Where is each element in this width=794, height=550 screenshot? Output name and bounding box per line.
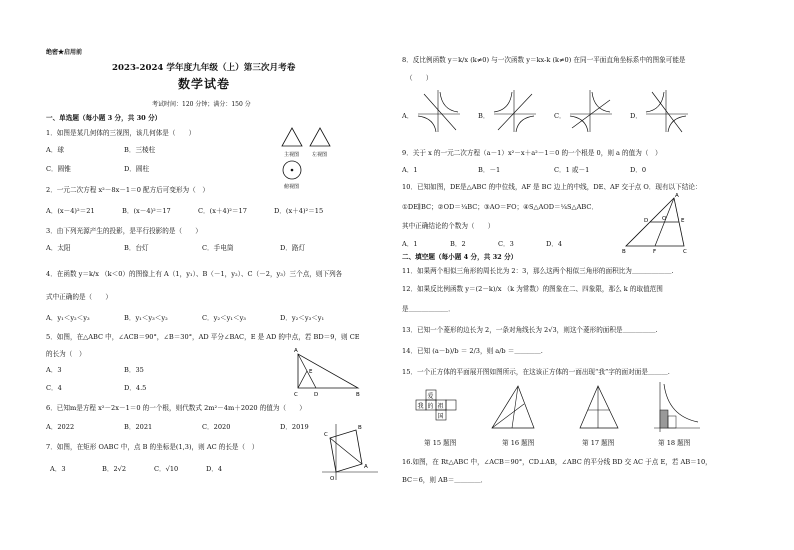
q8-graph-d	[644, 88, 690, 134]
option-c: C．(x＋4)²＝17	[198, 207, 247, 215]
option-d: D．4	[206, 465, 223, 473]
question-4: 4．在函数 y＝k/x （k＜0）的图像上有 A（1，y₁）、B（－1，y₂）、C（－2，y₃）三个点，则下列各	[46, 270, 343, 278]
option-d: D．2019	[280, 423, 309, 431]
q18-figure	[650, 380, 702, 434]
question-16: 16.如图，在 Rt△ABC 中，∠ACB＝90°，CD⊥AB，∠ABC 的平分线 BD 交 AC 于点 E，若 AB＝10，	[402, 458, 712, 466]
question-1: 1．如图是某几何体的三视图，该几何体是（ ）	[46, 129, 196, 137]
question-2: 2．一元二次方程 x²－8x－1＝0 配方后可变形为（ ）	[46, 186, 209, 194]
label-c: C	[683, 249, 687, 255]
side-view-label: 左视图	[312, 152, 328, 158]
exam-info: 考试时间：120 分钟；满分：150 分	[152, 101, 251, 108]
question-3-options	[46, 244, 305, 252]
option-c: C．3	[498, 240, 514, 248]
caption-fig-16: 第 16 题图	[502, 439, 535, 447]
option-b: B．2021	[124, 423, 153, 431]
question-3: 3．由下列光源产生的投影，是平行投影的是（ ）	[46, 227, 202, 235]
secret-label: 绝密★启用前	[46, 49, 83, 56]
option-a: A．y₁＜y₂＜y₃	[46, 314, 90, 322]
label-e: E	[309, 369, 313, 375]
option-d: D．4	[546, 240, 563, 248]
label-d: D	[644, 218, 649, 224]
net-char-de: 的	[427, 403, 434, 410]
net-char-ai: 爱	[427, 393, 434, 400]
label-a: A	[294, 348, 298, 354]
label-b: B	[356, 392, 360, 398]
question-4-options	[46, 314, 324, 322]
label-f: F	[653, 249, 657, 255]
option-d: D．路灯	[280, 244, 306, 252]
option-c: C．4	[46, 384, 62, 392]
question-6: 6．已知m是方程 x²－2x－1＝0 的一个根，则代数式 2m²－4m＋2020 的值为（ ）	[46, 404, 306, 412]
option-a: A．1	[402, 240, 418, 248]
q8-graph-c	[568, 88, 614, 134]
option-c: C．√10	[154, 465, 179, 473]
q16-figure	[488, 382, 540, 434]
label-o: O	[330, 476, 335, 482]
label-a: A	[675, 193, 679, 199]
question-10-cont: 其中正确结论的个数为（ ）	[402, 222, 495, 230]
label-d: D	[314, 392, 319, 398]
side-view-triangle	[310, 128, 330, 146]
q8-graph-b	[492, 88, 538, 134]
question-7: 7．如图，在矩形 OABC 中，点 B 的坐标是(1,3)，则 AC 的长是（ ）	[46, 443, 259, 451]
q8-option-a-label: A．	[402, 112, 414, 120]
q15-cube-net	[410, 388, 476, 432]
option-c: C．1 或－1	[554, 166, 590, 174]
question-6-options	[46, 423, 309, 431]
question-8: 8．反比例函数 y＝k/x (k≠0) 与一次函数 y＝kx-k (k≠0) 在同一平面直角坐标系中的图象可能是	[402, 56, 686, 64]
option-a: A．球	[46, 146, 64, 154]
question-5-options-2	[46, 384, 146, 392]
label-a: A	[364, 464, 368, 470]
top-view-center	[291, 169, 294, 172]
net-char-guo: 国	[437, 413, 444, 420]
option-a: A．3	[50, 465, 66, 473]
front-view-label: 主视图	[284, 152, 300, 158]
option-b: B．2√2	[102, 465, 127, 473]
option-b: B．y₁＜y₃＜y₂	[124, 314, 168, 322]
exam-title: 2023-2024 学年度九年级（上）第三次月考卷	[112, 63, 296, 73]
option-b: B．2	[450, 240, 466, 248]
option-a: A．(x－4)²＝21	[46, 207, 95, 215]
question-12: 12．如果反比例函数 y＝(2－k)/x （k 为常数）的图象在二、四象限，那么 k 的取值范围	[402, 285, 663, 293]
question-5-options	[46, 366, 144, 374]
option-d: D．0	[630, 166, 647, 174]
option-b: B．台灯	[124, 244, 149, 252]
option-c: C．2020	[202, 423, 231, 431]
q7-rectangle-figure	[320, 420, 380, 484]
option-b: B．35	[124, 366, 144, 374]
question-4-cont: 式中正确的是（ ）	[46, 293, 112, 301]
option-a: A．3	[46, 366, 62, 374]
option-c: C．手电筒	[202, 244, 234, 252]
section-fill-blank: 二、填空题（每小题 4 分，共 32 分）	[402, 253, 518, 261]
question-16-cont: BC＝6，则 AB＝＿＿＿＿．	[402, 476, 488, 484]
q8-graph-a	[416, 88, 462, 134]
question-10-options	[402, 240, 562, 248]
option-c: C．y₂＜y₁＜y₃	[202, 314, 246, 322]
option-b: B．－1	[478, 166, 501, 174]
question-9: 9．关于 x 的一元二次方程（a－1）x²－x＋a²－1＝0 的一个根是 0，则 a 的值为（ ）	[402, 149, 662, 157]
q17-figure	[574, 382, 624, 434]
q10-triangle-figure	[618, 192, 690, 254]
question-5: 5．如图，在△ABC 中，∠ACB＝90°，∠B＝30°，AD 平分∠BAC，E 是 AD 的中点，若 BD＝9，则 CE	[46, 333, 360, 341]
label-b: B	[358, 425, 362, 431]
question-10: 10．已知如图，DE是△ABC 的中位线，AF 是 BC 边上的中线，DE、AF 交于点 O．现有以下结论：	[402, 183, 702, 191]
subject-title: 数学试卷	[178, 77, 231, 91]
label-b: B	[622, 249, 626, 255]
section-single-choice: 一、单选题（每小题 3 分，共 30 分）	[46, 114, 162, 122]
label-e: E	[681, 218, 685, 224]
option-a: A．太阳	[46, 244, 71, 252]
label-c: C	[324, 432, 328, 438]
option-a: A．1	[402, 166, 418, 174]
top-view-label: 俯视图	[284, 184, 300, 190]
caption-fig-15: 第 15 题图	[424, 439, 457, 447]
question-5-cont: 的长为（ ）	[46, 350, 86, 358]
net-char-zu: 祖	[437, 403, 444, 410]
caption-fig-18: 第 18 题图	[658, 439, 691, 447]
option-b: B．(x－4)²＝17	[122, 207, 171, 215]
three-views-figure	[278, 124, 348, 196]
question-15: 15．一个正方体的平面展开图如图所示，在这该正方体的一面出现“我”字的面对面是＿＿＿.	[402, 368, 670, 376]
option-c: C．圆锥	[46, 165, 71, 173]
question-7-options	[50, 465, 222, 473]
q5-triangle-figure	[290, 346, 370, 400]
label-o: O	[662, 216, 667, 222]
question-12-cont: 是＿＿＿＿＿＿．	[402, 305, 455, 313]
label-c: C	[294, 392, 298, 398]
question-10-conclusions: ①DE∥BC；②OD＝¼BC；③AO＝FO；④S△AOD＝¼S△ABC．	[402, 203, 598, 211]
option-d: D．4.5	[124, 384, 147, 392]
option-a: A．2022	[46, 423, 75, 431]
question-9-options	[402, 166, 646, 174]
option-d: D．(x＋4)²＝15	[274, 207, 324, 215]
question-8-cont: （ ）	[406, 74, 433, 82]
question-1-options-2	[46, 165, 149, 173]
question-14: 14．已知 (a－b)/b ＝ 2/3，则 a/b ＝＿＿＿＿.	[402, 347, 543, 355]
question-1-options	[46, 146, 155, 154]
front-view-triangle	[282, 128, 302, 146]
q8-option-b-label: B．	[478, 112, 490, 120]
net-char-wo: 我	[417, 403, 424, 410]
option-b: B．三棱柱	[124, 146, 156, 154]
option-d: D．圆柱	[124, 165, 150, 173]
question-13: 13．已知一个菱形的边长为 2，一条对角线长为 2√3，则这个菱形的面积是＿＿＿＿＿.	[402, 326, 658, 334]
q8-option-d-label: D．	[630, 112, 642, 120]
option-d: D．y₂＜y₃＜y₁	[280, 314, 325, 322]
question-2-options	[46, 207, 323, 215]
caption-fig-17: 第 17 题图	[582, 439, 615, 447]
question-11: 11．如果两个相似三角形的周长比为 2：3，那么这两个相似三角形的面积比为＿＿＿＿＿＿.	[402, 267, 674, 275]
q8-option-c-label: C．	[554, 112, 566, 120]
